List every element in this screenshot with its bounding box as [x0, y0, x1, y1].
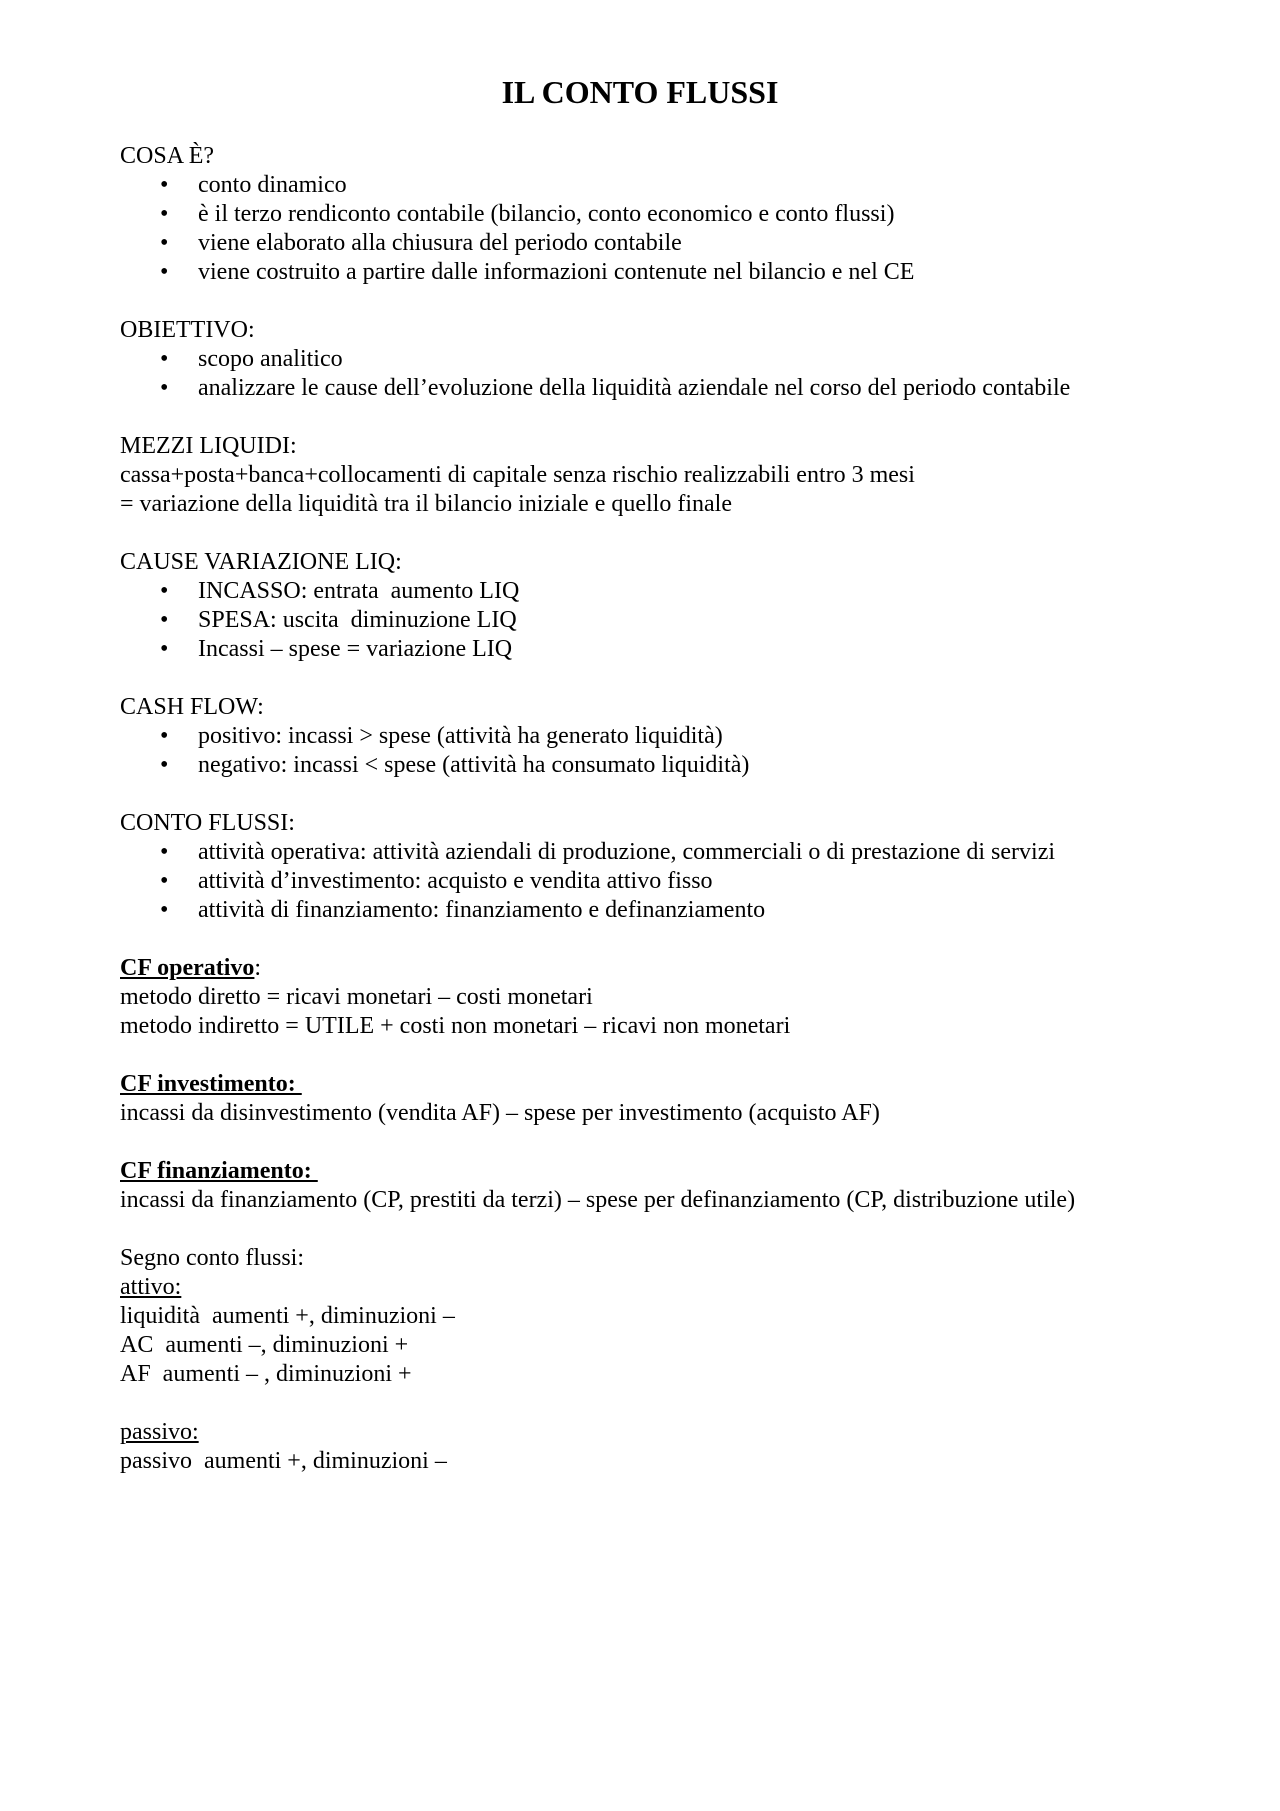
bullet-list	[120, 171, 1180, 287]
bullet-list	[120, 838, 1180, 925]
list-item: • scopo analitico	[160, 346, 343, 372]
list-item: • SPESA: uscita diminuzione LIQ	[160, 607, 517, 633]
section-cf-investimento	[120, 1070, 1180, 1128]
attivo-label: attivo:	[120, 1274, 182, 1300]
section-heading	[120, 954, 1180, 983]
section-heading	[120, 1157, 1180, 1186]
section-mezzi-liquidi	[120, 432, 1180, 519]
section-passivo	[120, 1418, 1180, 1476]
text-line: metodo diretto = ricavi monetari – costi monetari	[120, 984, 593, 1010]
bullet-list	[120, 722, 1180, 780]
list-item: • attività operativa: attività aziendali di produzione, commerciali o di prestazione di servizi	[160, 839, 1056, 865]
list-item: • è il terzo rendiconto contabile (bilancio, conto economico e conto flussi)	[160, 201, 895, 227]
list-item: • negativo: incassi < spese (attività ha consumato liquidità)	[160, 752, 750, 778]
heading-text: CF operativo	[120, 955, 255, 981]
bullet-icon: •	[160, 259, 169, 285]
heading-suffix: :	[254, 955, 262, 981]
text-line: metodo indiretto = UTILE + costi non monetari – ricavi non monetari	[120, 1013, 791, 1039]
list-item: • attività di finanziamento: finanziamento e definanziamento	[160, 897, 766, 923]
bullet-icon: •	[160, 578, 169, 604]
bullet-icon: •	[160, 752, 169, 778]
section-heading: OBIETTIVO:	[120, 317, 255, 343]
text-line: passivo aumenti +, diminuzioni –	[120, 1448, 447, 1474]
bullet-list	[120, 577, 1180, 664]
section-obiettivo	[120, 316, 1180, 403]
section-heading: CONTO FLUSSI:	[120, 810, 295, 836]
bullet-list	[120, 345, 1180, 403]
bullet-icon: •	[160, 723, 169, 749]
heading-text: CF finanziamento:	[120, 1158, 318, 1184]
list-item: • attività d’investimento: acquisto e vendita attivo fisso	[160, 868, 713, 894]
list-item: • INCASSO: entrata aumento LIQ	[160, 578, 520, 604]
text-line: AF aumenti – , diminuzioni +	[120, 1361, 412, 1387]
list-item: • analizzare le cause dell’evoluzione della liquidità aziendale nel corso del periodo contabile	[160, 375, 1071, 401]
text-line: AC aumenti –, diminuzioni +	[120, 1332, 409, 1358]
section-cosa	[120, 142, 1180, 287]
section-heading: Segno conto flussi:	[120, 1245, 304, 1271]
section-conto-flussi	[120, 809, 1180, 925]
list-item: • conto dinamico	[160, 172, 347, 198]
section-cf-finanziamento	[120, 1157, 1180, 1215]
bullet-icon: •	[160, 230, 169, 256]
bullet-icon: •	[160, 346, 169, 372]
text-line: liquidità aumenti +, diminuzioni –	[120, 1303, 455, 1329]
list-item: • viene costruito a partire dalle informazioni contenute nel bilancio e nel CE	[160, 259, 915, 285]
list-item: • positivo: incassi > spese (attività ha generato liquidità)	[160, 723, 723, 749]
document-page	[120, 72, 1180, 1505]
bullet-icon: •	[160, 375, 169, 401]
section-heading	[120, 1070, 1180, 1099]
section-heading: COSA È?	[120, 143, 215, 169]
bullet-icon: •	[160, 172, 169, 198]
bullet-icon: •	[160, 839, 169, 865]
section-heading: MEZZI LIQUIDI:	[120, 433, 297, 459]
text-line: = variazione della liquidità tra il bilancio iniziale e quello finale	[120, 491, 732, 517]
bullet-icon: •	[160, 868, 169, 894]
text-line: incassi da finanziamento (CP, prestiti da terzi) – spese per definanziamento (CP, distribuzione utile)	[120, 1187, 1076, 1213]
bullet-icon: •	[160, 897, 169, 923]
bullet-icon: •	[160, 636, 169, 662]
section-heading: CAUSE VARIAZIONE LIQ:	[120, 549, 402, 575]
section-segno	[120, 1244, 1180, 1389]
section-cf-operativo	[120, 954, 1180, 1041]
list-item: • viene elaborato alla chiusura del periodo contabile	[160, 230, 682, 256]
bullet-icon: •	[160, 607, 169, 633]
text-line: cassa+posta+banca+collocamenti di capitale senza rischio realizzabili entro 3 mesi	[120, 462, 915, 488]
text-line: incassi da disinvestimento (vendita AF) – spese per investimento (acquisto AF)	[120, 1100, 880, 1126]
heading-text: CF investimento:	[120, 1071, 302, 1097]
section-cause	[120, 548, 1180, 664]
section-cash-flow	[120, 693, 1180, 780]
list-item: • Incassi – spese = variazione LIQ	[160, 636, 513, 662]
passivo-label: passivo:	[120, 1419, 199, 1445]
bullet-icon: •	[160, 201, 169, 227]
section-heading: CASH FLOW:	[120, 694, 264, 720]
page-title: IL CONTO FLUSSI	[501, 74, 779, 110]
